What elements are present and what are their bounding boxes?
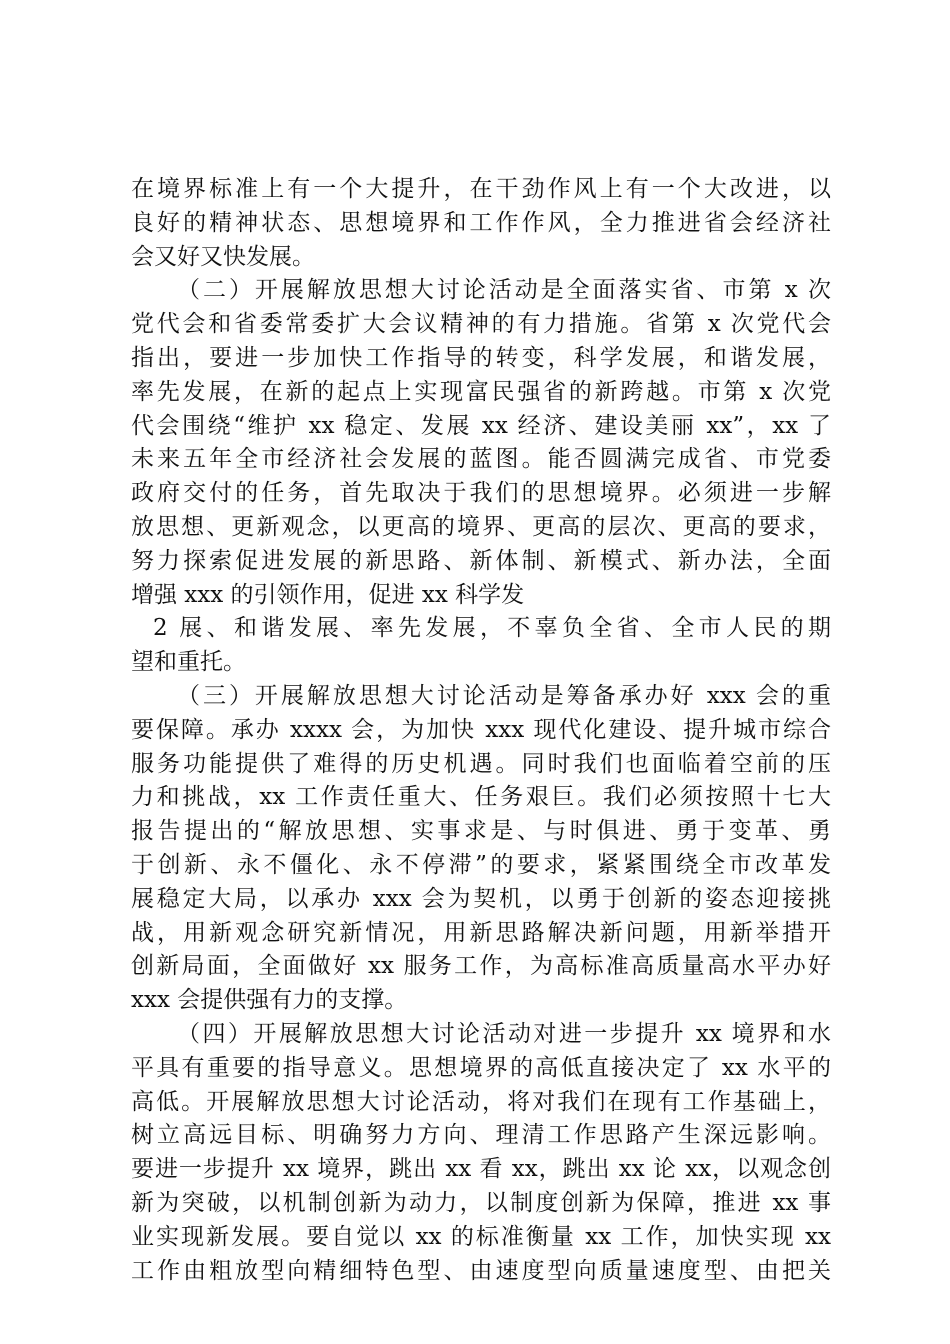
text-line: 代会围绕“维护 xx 稳定、发展 xx 经济、建设美丽 xx”，xx 了 xyxy=(131,412,831,439)
text-line: 报告提出的“解放思想、实事求是、与时俱进、勇于变革、勇 xyxy=(131,818,831,845)
text-line: 战，用新观念研究新情况，用新思路解决新问题，用新举措开 xyxy=(131,919,831,946)
text-line: 业实现新发展。要自觉以 xx 的标准衡量 xx 工作，加快实现 xx xyxy=(131,1223,831,1250)
document-body xyxy=(131,173,831,1288)
text-line: 要进一步提升 xx 境界，跳出 xx 看 xx，跳出 xx 论 xx，以观念创 xyxy=(131,1156,831,1183)
text-line: 望和重托。 xyxy=(131,649,246,676)
text-line: 平具有重要的指导意义。思想境界的高低直接决定了 xx 水平的 xyxy=(131,1054,831,1081)
text-line: 在境界标准上有一个大提升，在干劲作风上有一个大改进，以 xyxy=(131,176,831,202)
paragraph-2 xyxy=(131,612,831,680)
text-line: 要保障。承办 xxxx 会，为加快 xxx 现代化建设、提升城市综合 xyxy=(131,716,831,743)
text-line: 政府交付的任务，首先取决于我们的思想境界。必须进一步解 xyxy=(131,480,831,507)
text-line: 新为突破，以机制创新为动力，以制度创新为保障，推进 xx 事 xyxy=(131,1189,831,1216)
text-line: 努力探索促进发展的新思路、新体制、新模式、新办法，全面 xyxy=(131,547,831,574)
text-line: 会又好又快发展。 xyxy=(131,243,315,270)
text-line: 树立高远目标、明确努力方向、理清工作思路产生深远影响。 xyxy=(131,1122,831,1149)
text-line: 服务功能提供了难得的历史机遇。同时我们也面临着空前的压 xyxy=(131,750,831,777)
text-line: 良好的精神状态、思想境界和工作作风，全力推进省会经济社 xyxy=(131,209,831,236)
paragraph-0 xyxy=(131,173,831,274)
text-line: 创新局面，全面做好 xx 服务工作，为高标准高质量高水平办好 xyxy=(131,953,831,980)
text-line: 高低。开展解放思想大讨论活动，将对我们在现有工作基础上， xyxy=(131,1088,831,1115)
text-line: 指出，要进一步加快工作指导的转变，科学发展，和谐发展， xyxy=(131,344,831,371)
text-line: xxx 会提供强有力的支撑。 xyxy=(131,987,408,1014)
text-line: 力和挑战，xx 工作责任重大、任务艰巨。我们必须按照十七大 xyxy=(131,784,831,811)
text-line: 于创新、永不僵化、永不停滞”的要求，紧紧围绕全市改革发 xyxy=(131,851,831,878)
text-line: 党代会和省委常委扩大会议精神的有力措施。省第 x 次党代会 xyxy=(131,311,831,338)
text-line: 工作由粗放型向精细特色型、由速度型向质量速度型、由把关 xyxy=(131,1257,831,1284)
paragraph-4 xyxy=(131,1018,831,1288)
text-line: 放思想、更新观念，以更高的境界、更高的层次、更高的要求， xyxy=(131,513,831,540)
text-line: 增强 xxx 的引领作用，促进 xx 科学发 xyxy=(131,581,525,608)
text-line: 未来五年全市经济社会发展的蓝图。能否圆满完成省、市党委 xyxy=(131,446,831,473)
paragraph-1 xyxy=(131,274,831,612)
text-line: 展稳定大局，以承办 xxx 会为契机，以勇于创新的姿态迎接挑 xyxy=(131,885,831,912)
text-line: （三）开展解放思想大讨论活动是筹备承办好 xxx 会的重 xyxy=(177,682,831,709)
text-line: 2 展、和谐发展、率先发展，不辜负全省、全市人民的期 xyxy=(153,615,831,642)
text-line: （二）开展解放思想大讨论活动是全面落实省、市第 x 次 xyxy=(177,277,831,304)
text-line: （四）开展解放思想大讨论活动对进一步提升 xx 境界和水 xyxy=(177,1020,831,1047)
text-line: 率先发展，在新的起点上实现富民强省的新跨越。市第 x 次党 xyxy=(131,378,831,405)
paragraph-3 xyxy=(131,680,831,1018)
